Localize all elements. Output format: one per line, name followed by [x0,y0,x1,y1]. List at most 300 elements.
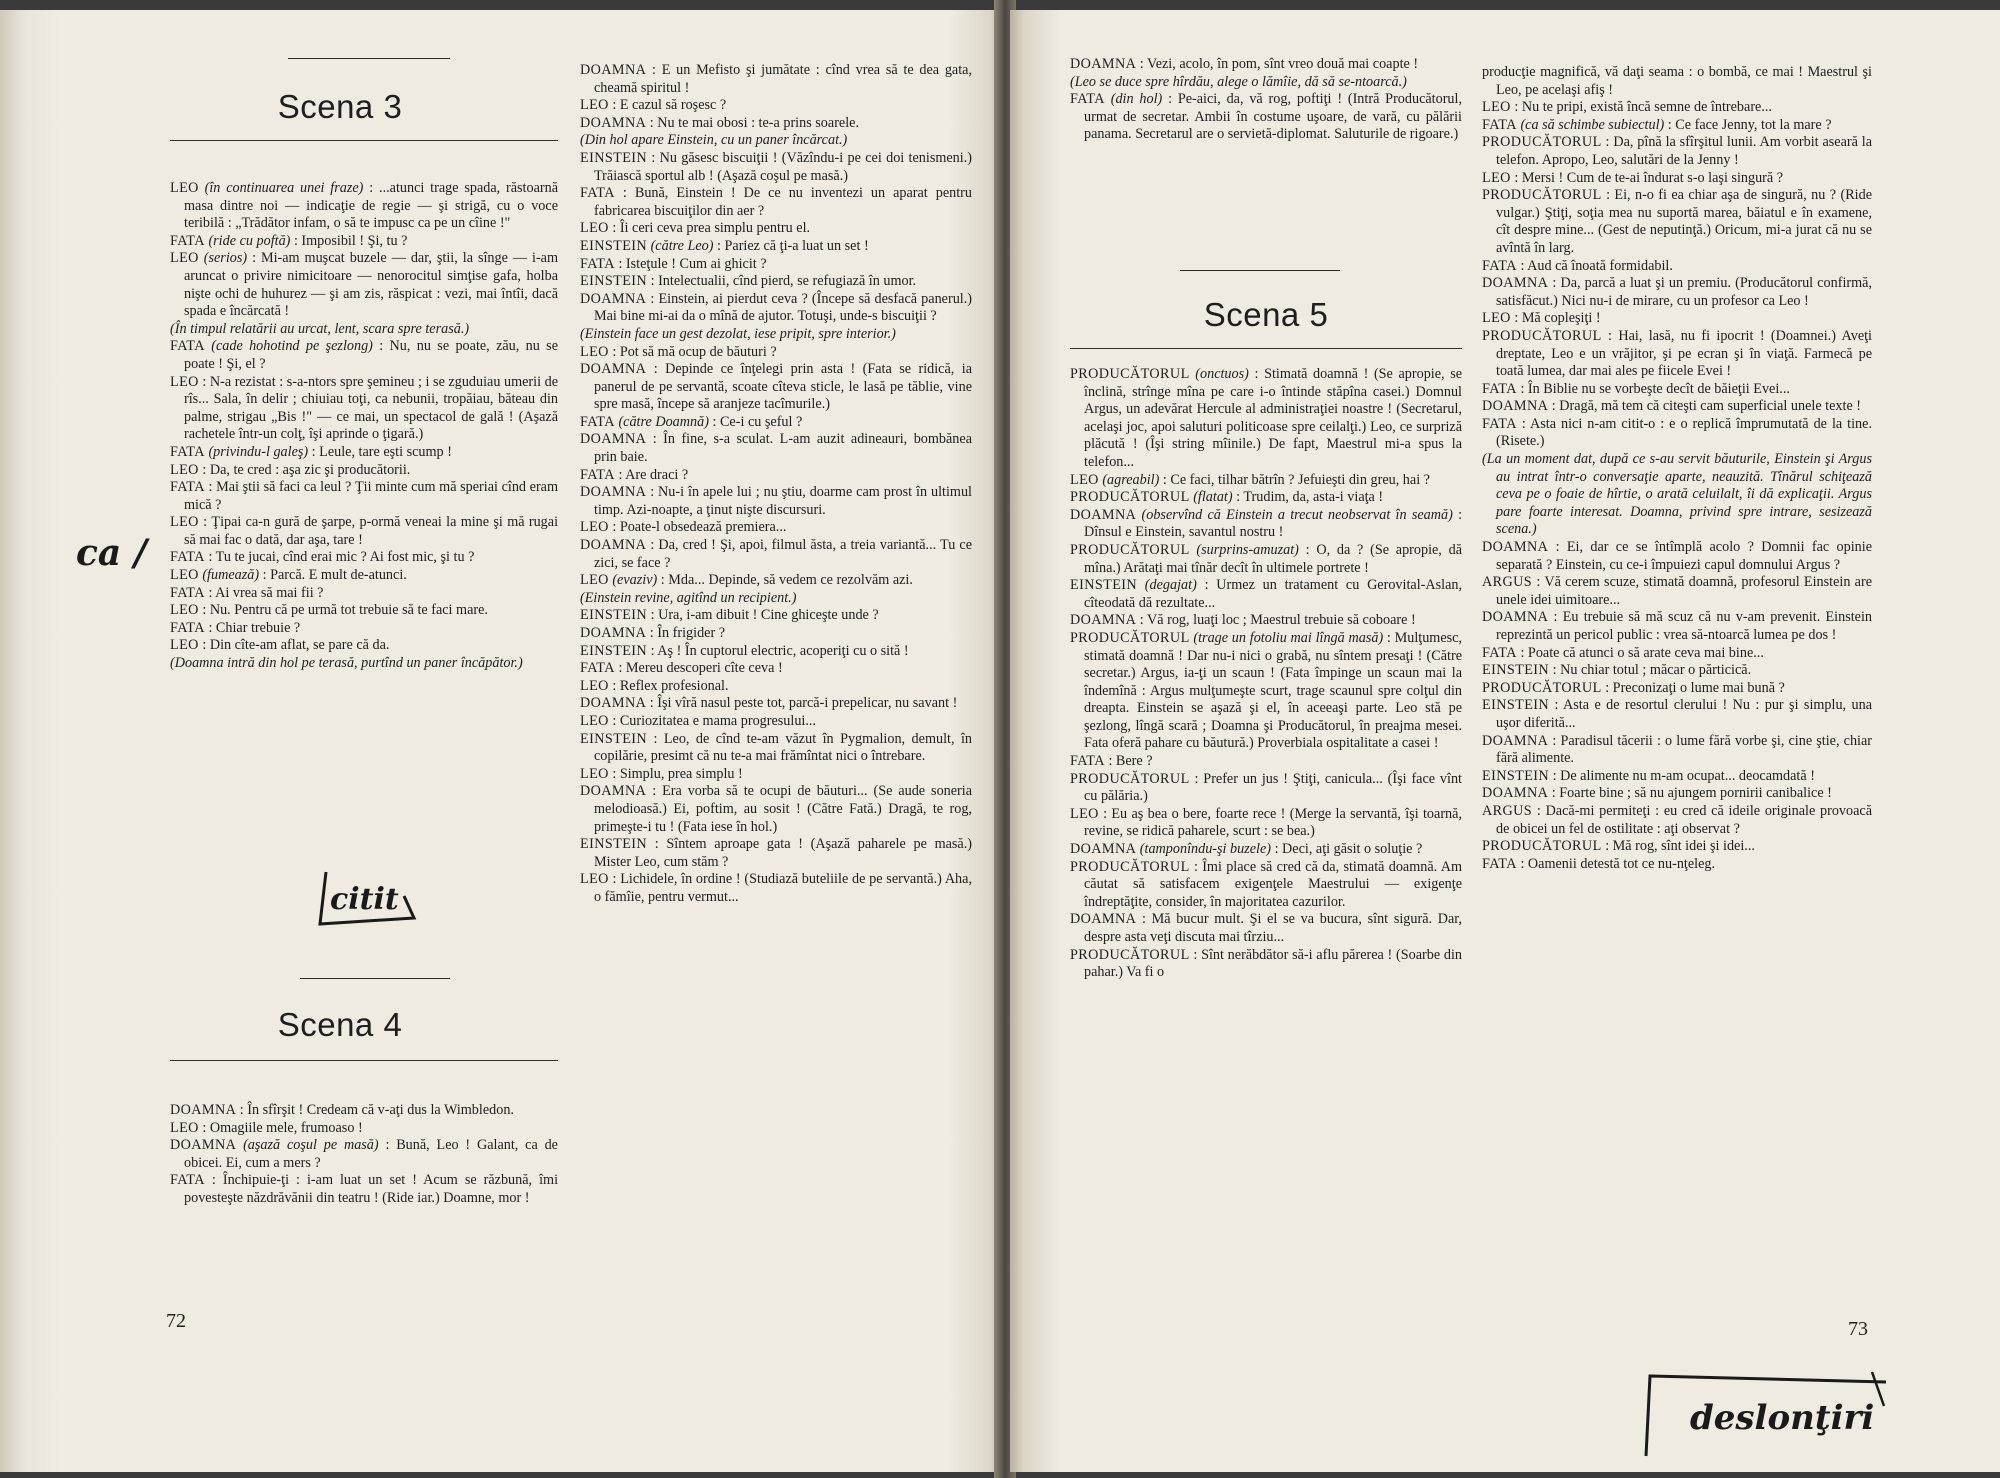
right-page-column-1-top [1070,56,1462,144]
dialogue-line [1482,275,1872,310]
line-text: : Bere ? [1108,753,1153,770]
dialogue-line [1482,645,1872,663]
line-text: : Omagiile mele, frumoaso ! [202,1119,363,1136]
line-text: : Mi-am muşcat buzele — dar, ştii, la sînge — i-am aruncat o privire nimicitoare — nenorocitul simţise gafa, holba nişte ochi de huhurez — şi am zis, răspicat : vezi, mai întîi, dacă spada e încărcată ! [184,250,559,320]
speaker-name: PRODUCĂTORUL [1482,838,1602,855]
dialogue-line [1070,56,1462,74]
line-text: : ...atunci trage spada, răstoarnă masa dintre noi — indicaţie de regie — şi strigă, cu o voce teribilă : „Trădător infam, o să te impusc ca pe un cîine !" [184,180,558,232]
inline-stage-note: (din hol) [1110,91,1163,108]
line-text: : O, da ? (Se apropie, dă mîna.) Arătaţi mai tînăr decît în ultimele portrete ! [1084,541,1463,576]
speaker-name: LEO [580,343,609,360]
line-text: : Nu te pripi, există încă semne de întrebare... [1514,99,1772,116]
inline-stage-note: (degajat) [1144,577,1197,594]
line-text: : Vă rog, luaţi loc ; Maestrul trebuie să coboare ! [1139,612,1416,629]
stage-direction: (În timpul relatării au urcat, lent, scara spre terasă.) [170,320,470,337]
line-text: : Vă cerem scuze, stimată doamnă, profesorul Einstein are unele idei uimitoare... [1496,574,1873,608]
dialogue-line [170,637,558,655]
speaker-name: FATA [170,338,205,355]
dialogue-line [1070,507,1462,542]
dialogue-line [580,678,972,696]
line-text: : Nu. Pentru că pe urmă tot trebuie să te faci mare. [202,602,488,619]
line-text: : Îmi place să cred că da, stimată doamnă. Am căutat să satisfacem exigenţele Maestrului — exigenţe îndreptăţite, consider, în majoritatea cazurilor. [1084,858,1463,910]
dialogue-line [580,643,972,661]
speaker-name: DOAMNA [580,290,647,307]
speaker-name: FATA [170,584,205,601]
speaker-name: FATA [1482,116,1517,133]
line-text: : Bună, Einstein ! De ce nu inventezi un aparat pentru fabricarea biscuiţilor din aer ? [594,185,972,219]
dialogue-line [580,625,972,643]
inline-stage-note: (în continuarea unei fraze) [204,180,364,196]
speaker-name: FATA [170,619,205,636]
speaker-name: LEO [170,602,199,619]
left-page-column-2 [580,62,972,907]
dialogue-line [580,713,972,731]
line-text: : Asta nici n-am citit-o : e o replică împrumutată de la tine. (Risete.) [1496,415,1872,450]
line-text: : Prefer un jus ! Ştiţi, canicula... (Îşi face vînt cu pălăria.) [1084,770,1462,805]
line-text: : Asta e de resortul clerului ! Nu : pur şi simplu, una uşor diferită... [1496,697,1873,731]
dialogue-line [580,731,972,766]
scene4-title: Scena 4 [277,1006,403,1043]
line-text: producţie magnifică, vă daţi seama : o bombă, ce mai ! Maestrul şi Leo, pe acelaşi afiş ! [1482,64,1872,98]
speaker-name: LEO [580,677,609,694]
speaker-name: DOAMNA [580,783,647,800]
speaker-name: PRODUCĂTORUL [1070,946,1190,963]
line-text: : Mereu descoperi cîte ceva ! [618,660,783,677]
dialogue-line [1070,91,1462,144]
line-text: : Îi ceri ceva prea simplu pentru el. [612,220,811,237]
line-text: : Hai, lasă, nu fi ipocrit ! (Doamnei.) Aveţi dreptate, Leo e un vrăjitor, şi pe ecran şi în viaţă. Farmecă pe toată lumea, dar mai ales pe fiicele Evei ! [1496,327,1873,380]
speaker-name: DOAMNA [1482,609,1549,626]
right-page-column-2 [1482,64,1872,873]
line-text: : Preconizaţi o lume mai bună ? [1605,679,1785,696]
speaker-name: DOAMNA [170,1137,237,1154]
line-text: : N-a rezistat : s-a-ntors spre şemineu ; i se zguduiau umerii de rîs... Sala, în delir ; chiuiau toţi, ca nebunii, tropăiau, băteau din palme, strigau „Bis !" — ce mai, un spectacol de gală ! (Aşază rachetele într-un colţ, îşi aprinde o ţigară.) [184,373,558,443]
speaker-name: EINSTEIN [580,730,648,747]
speaker-name: LEO [170,1119,199,1136]
line-text: : Oamenii detestă tot ce nu-nţeleg. [1520,855,1716,872]
speaker-name: PRODUCĂTORUL [1482,327,1602,344]
line-text: : Leo, de cînd te-am văzut în Pygmalion, demult, în copilărie, presimt că nu te-a mai frămîntat nici o întrebare. [594,730,972,765]
line-text: : Reflex profesional. [612,677,729,694]
inline-stage-note: (ride cu poftă) [208,232,291,249]
stage-direction: (Einstein face un gest dezolat, iese pripit, spre interior.) [580,325,896,342]
dialogue-line [1482,539,1872,574]
speaker-name: FATA [1482,380,1517,397]
line-text: : Mulţumesc, stimată doamnă ! Dar nu-i nici o grabă, nu sîntem presaţi ! (Către secretar.) Argus, ia-ţi un scaun ! (Fata împinge un scaun mai la îndemînă : Argus mulţumeşte scurt, trage scaunul spre colţul din dreapta. Einstein se aşază şi el, în aceeaşi parte. Leo stă pe şezlong, lîngă scară ; Doamna şi Producătorul, în preajma mesei. Fata oferă pahare cu băutură.) Proverbiala ospitalitate a casei ! [1084,629,1462,752]
speaker-name: LEO [580,712,609,729]
speaker-name: DOAMNA [580,62,647,78]
speaker-name: DOAMNA [1070,841,1137,858]
speaker-name: FATA [580,255,615,272]
line-text: : Da, te cred : aşa zic şi producătorii. [202,461,411,478]
speaker-name: EINSTEIN [580,237,648,254]
inline-stage-note: (privindu-l galeş) [208,443,309,460]
dialogue-line [1070,911,1462,946]
speaker-name: DOAMNA [1482,539,1549,556]
line-text: : Poate-l obsedează premiera... [612,519,787,536]
line-text: : Era vorba să te ocupi de băuturi... (Se aude soneria melodioasă.) Ei, poftim, au sosit ! (Către Fată.) Dragă, te rog, primeşte-i tu ! (Fata iese în hol.) [594,783,973,835]
dialogue-line [1070,542,1462,577]
inline-stage-note: (către Doamnă) [618,413,709,430]
dialogue-line [1070,577,1462,612]
line-text: : Îşi vîră nasul peste tot, parcă-i prepelicar, nu savant ! [649,695,958,712]
speaker-name: EINSTEIN [580,642,648,659]
line-text: : Ei, n-o fi ea chiar aşa de singură, nu ? (Ride vulgar.) Ştiţi, soţia mea nu suportă marea, băiatul e în examene, cît despre mine... (Gest de neputinţă.) Oricum, mi-a jurat că nu se avîntă în larg. [1496,187,1873,256]
speaker-name: FATA [580,413,615,430]
dialogue-line [1482,381,1872,399]
dialogue-line [170,250,558,320]
dialogue-line [580,431,972,466]
speaker-name: PRODUCĂTORUL [1070,858,1190,875]
speaker-name: FATA [580,466,615,483]
speaker-name: ARGUS [1482,802,1533,819]
speaker-name: LEO [580,97,609,114]
margin-note: ca / [76,532,147,574]
inline-stage-note: (trage un fotoliu mai lîngă masă) [1193,629,1384,646]
page-number-left: 72 [166,1310,186,1332]
line-text: : Imposibil ! Şi, tu ? [293,232,408,249]
dialogue-line [170,479,558,514]
speaker-name: FATA [1482,257,1517,274]
line-text: : Bună, Leo ! Galant, ca de obicei. Ei, cum a mers ? [184,1137,558,1171]
speaker-name: LEO [1482,169,1511,186]
dialogue-line [170,620,558,638]
dialogue-line [1070,947,1462,982]
line-text: : Nu-i în apele lui ; nu ştiu, doarme cam prost în ultimul timp. Azi-noapte, a ţinut nişte discursuri. [594,484,972,518]
line-text: : E un Mefisto şi jumătate : cînd vrea să te dea gata, cheamă spiritul ! [594,62,973,96]
dialogue-line [170,233,558,251]
inline-stage-note: (surprins-amuzat) [1196,541,1299,558]
stage-direction: (Einstein revine, agitînd un recipient.) [580,589,797,606]
inline-stage-note: (evaziv) [612,572,658,589]
line-text: : Eu aş bea o bere, foarte rece ! (Merge la servantă, îşi toarnă, revine, se ridică paharele, scurt : se bea.) [1084,805,1462,840]
speaker-name: FATA [1482,644,1517,661]
dialogue-line [580,220,972,238]
line-text: : Dînsul e Einstein, savantul nostru ! [1084,506,1463,541]
speaker-name: PRODUCĂTORUL [1482,134,1602,151]
speaker-name: DOAMNA [1070,56,1137,72]
speaker-name: DOAMNA [1070,612,1137,629]
speaker-name: LEO [1070,471,1099,488]
line-text: : Ce face Jenny, tot la mare ? [1667,116,1832,133]
line-text: : Nu găsesc biscuiţii ! (Văzîndu-i pe cei doi tenismeni.) Trăiască sportul alb ! (Aşază coşul pe masă.) [594,149,972,184]
speaker-name: LEO [1482,310,1511,327]
dialogue-line [1482,803,1872,838]
speaker-name: PRODUCĂTORUL [1070,629,1190,646]
speaker-name: EINSTEIN [1070,577,1138,594]
speaker-name: FATA [580,660,615,677]
speaker-name: EINSTEIN [1482,662,1550,679]
line-text: : Sîntem aproape gata ! (Aşază paharele pe masă.) Mister Leo, cum stăm ? [594,836,972,870]
line-text: : Da, cred ! Şi, apoi, filmul ăsta, a treia variantă... Tu ce zici, se face ? [594,537,973,571]
inline-stage-note: (cade hohotind pe şezlong) [211,338,373,355]
speaker-name: LEO [170,514,199,531]
dialogue-line [580,467,972,485]
line-text: : Vezi, acolo, în pom, sînt vreo două mai coapte ! [1139,56,1419,72]
line-text: : E cazul să roşesc ? [612,97,727,114]
speaker-name: PRODUCĂTORUL [1070,489,1190,506]
dialogue-line [170,462,558,480]
dialogue-line [580,871,972,906]
speaker-name: FATA [170,549,205,566]
inline-stage-note: (aşază coşul pe masă) [243,1137,379,1154]
dialogue-line [1482,680,1872,698]
line-text: : Pe-aici, da, vă rog, poftiţi ! (Intră Producătorul, urmat de secretar. Ambii în costume uşoare, de vară, cu pălării panama. Secretarul are o servietă-diplomat. Saluturile de rigoare.) [1084,91,1463,143]
speaker-name: EINSTEIN [1482,697,1550,714]
line-text: : Mă bucur mult. Şi el se va bucura, sînt sigură. Dar, despre asta veţi discuta mai tîrziu... [1084,911,1463,945]
speaker-name: DOAMNA [580,625,647,641]
speaker-name: LEO [170,567,199,584]
dialogue-line [580,519,972,537]
inline-stage-note: (flatat) [1193,489,1233,506]
dialogue-line [170,1137,558,1172]
speaker-name: PRODUCĂTORUL [1070,366,1190,382]
inline-stage-note: (către Leo) [650,237,714,254]
line-text: : Mai ştii să faci ca leul ? Ţii minte cum mă speriai cînd eram mică ? [184,479,559,513]
dialogue-line [580,660,972,678]
dialogue-line [1070,806,1462,841]
line-text: : Trudim, da, asta-i viaţa ! [1236,489,1384,506]
line-text: : Depinde ce înţelegi prin asta ! (Fata se ridică, ia panerul de pe servantă, scoate cîteva sticle, le lasă pe tăblie, vine spre masă, începe să aranjeze tacîmurile.) [594,361,972,413]
line-text: : Paradisul tăcerii : o lume fără vorbe şi, cine ştie, chiar fără alimente. [1496,732,1872,767]
stage-direction: (Doamna intră din hol pe terasă, purtînd un paner încăpător.) [170,655,523,672]
right-page [1010,10,2000,1472]
speaker-name: FATA [170,479,205,496]
inline-stage-note: (serios) [203,250,248,267]
scene3-top-rule [288,58,450,59]
dialogue-line [580,97,972,115]
dialogue-line [1482,838,1872,856]
line-text: : Isteţule ! Cum ai ghicit ? [618,255,767,272]
speaker-name: FATA [1070,753,1105,770]
line-text: : Deci, aţi găsit o soluţie ? [1274,841,1423,858]
line-text: : Urmez un tratament cu Gerovital-Aslan, cîteodată dă rezultate... [1084,577,1463,611]
speaker-name: DOAMNA [580,361,647,378]
dialogue-line [580,572,972,590]
speaker-name: LEO [1482,99,1511,116]
speaker-name: DOAMNA [580,431,647,448]
dialogue-line [1482,310,1872,328]
line-text: : Ei, dar ce se întîmplă acolo ? Domnii fac opinie separată ? Einstein, cu ce-i împuiezi capul domnului Argus ? [1496,539,1872,573]
line-text: : Mda... Depinde, să vedem ce rezolvăm azi. [660,572,913,589]
dialogue-line [580,62,972,97]
speaker-name: EINSTEIN [580,607,648,624]
dialogue-line [1070,630,1462,753]
speaker-name: FATA [170,443,205,460]
speaker-name: DOAMNA [1070,911,1137,928]
dialogue-line [1070,753,1462,771]
line-text: : Da, pînă la sfîrşitul lunii. Am vorbit aseară la telefon. Apropo, Leo, salutări de la Jenny ! [1496,134,1873,168]
dialogue-line [1070,612,1462,630]
deslontiri-stamp-text: deslonţiri [1690,1398,1875,1438]
dialogue-line [580,783,972,836]
speaker-name: EINSTEIN [1482,767,1550,784]
line-text: : În frigider ? [649,625,726,641]
dialogue-line [1482,187,1872,257]
speaker-name: LEO [1070,805,1099,822]
line-text: : Ce-i cu şeful ? [712,413,803,430]
speaker-name: DOAMNA [580,114,647,131]
dialogue-line [1482,733,1872,768]
dialogue-line [1482,64,1872,99]
line-text: : În Biblie nu se vorbeşte decît de băieţii Evei... [1520,380,1790,397]
line-text: : Poate că atunci o să arate ceva mai bine... [1520,644,1764,661]
line-text: : Din cîte-am aflat, se pare că da. [202,637,390,654]
dialogue-line [1070,859,1462,912]
dialogue-line [580,256,972,274]
dialogue-line [170,1120,558,1138]
line-text: : Intelectualii, cînd pierd, se refugiază în umor. [650,273,917,290]
line-text: : În fine, s-a sculat. L-am auzit adineauri, bombănea prin baie. [594,431,972,466]
speaker-name: EINSTEIN [580,149,648,166]
line-text: : Parcă. E mult de-atunci. [262,567,407,584]
speaker-name: FATA [580,185,615,202]
dialogue-line [580,361,972,414]
dialogue-line [1070,841,1462,859]
speaker-name: DOAMNA [580,484,647,501]
dialogue-line [580,484,972,519]
line-text: : Eu trebuie să mă scuz că nu v-am prevenit. Einstein reprezintă un pericol public : vrea să-ntoarcă lumea pe dos ! [1496,609,1872,643]
line-text: : Ai vrea să mai fii ? [208,584,324,601]
line-text: : Foarte bine ; să nu ajungem pornirii canibalice ! [1551,785,1832,802]
line-text: : Aud că înoată formidabil. [1520,257,1673,274]
dialogue-line [1482,170,1872,188]
speaker-name: DOAMNA [580,537,647,554]
line-text: : Mă rog, sînt idei şi idei... [1605,838,1755,855]
page-number-right: 73 [1848,1318,1868,1340]
dialogue-line [1482,328,1872,381]
dialogue-line [580,273,972,291]
speaker-name: LEO [170,180,199,196]
line-text: : Ce faci, tilhar bătrîn ? Jefuieşti din greu, hai ? [1162,471,1430,488]
line-text: : Are draci ? [618,466,689,483]
speaker-name: LEO [170,637,199,654]
speaker-name: LEO [580,765,609,782]
dialogue-line [1482,416,1872,451]
speaker-name: PRODUCĂTORUL [1482,679,1602,696]
dialogue-line [580,115,972,133]
dialogue-line [1070,366,1462,472]
line-text: : Nu, nu se poate, zău, nu se poate ! Şi, el ? [184,338,558,372]
speaker-name: FATA [170,232,205,249]
dialogue-line [1070,771,1462,806]
speaker-name: DOAMNA [170,1102,237,1118]
stage-direction: (Din hol apare Einstein, cu un paner încărcat.) [580,132,848,149]
line-text: : Nu chiar totul ; măcar o părticică. [1552,662,1752,679]
stage-direction: (Leo se duce spre hîrdău, alege o lămîie, dă să se-ntoarcă.) [1070,73,1407,90]
dialogue-line [170,567,558,585]
scene3-bottom-rule [170,140,558,141]
line-text: : Nu te mai obosi : te-a prins soarele. [649,114,860,131]
dialogue-line [580,537,972,572]
speaker-name: DOAMNA [1482,275,1549,292]
dialogue-line [580,607,972,625]
dialogue-line [580,291,972,326]
line-text: : Pariez că ţi-a luat un set ! [717,237,869,254]
line-text: : Curiozitatea e mama progresului... [612,712,817,729]
dialogue-line [1070,472,1462,490]
line-text: : Dragă, mă tem că citeşti cam superficial unele texte ! [1551,398,1862,415]
dialogue-line [1482,574,1872,609]
speaker-name: PRODUCĂTORUL [1070,541,1190,558]
line-text: : Chiar trebuie ? [208,619,301,636]
line-text: : Stimată doamnă ! (Se apropie, se înclină, strînge mîna pe care i-o întinde stăpîna casei.) Domnul Argus, un adevărat Hercule al administraţiei noastre ! (Secretarul, acelaşi joc, apoi saluturi politicoase spre ceilalţi.) Leo, ce surpriză plăcută ! (Îşi string mîinile.) De fapt, Maestrul mi-a spus la telefon... [1084,366,1463,470]
dialogue-line [170,1172,558,1207]
citit-stamp-text: citit [330,882,399,917]
dialogue-line [1482,99,1872,117]
scene3-text [170,180,558,673]
line-text: : Dacă-mi permiteţi : eu cred că ideile originale provoacă de obicei un fel de ostilitate : aţi observat ? [1496,802,1872,837]
dialogue-line [170,1102,558,1120]
line-text: : Da, parcă a luat şi un premiu. (Producătorul confirmă, satisfăcut.) Nici nu-i de mirare, cu un profesor ca Leo ! [1496,275,1873,309]
speaker-name: DOAMNA [580,695,647,712]
dialogue-line [580,150,972,185]
dialogue-line [170,374,558,444]
scene3-title: Scena 3 [277,88,403,125]
speaker-name: DOAMNA [1070,506,1137,523]
dialogue-line [170,180,558,233]
speaker-name: LEO [580,572,609,589]
scene4-top-rule [300,978,450,979]
line-text: : Mă copleşiţi ! [1514,310,1601,327]
inline-stage-note: (fumează) [202,567,260,584]
speaker-name: DOAMNA [1482,732,1549,749]
line-text: : Lichidele, în ordine ! (Studiază buteliile de pe servantă.) Aha, o fămîie, pentru vermut... [594,871,972,905]
inline-stage-note: (onctuos) [1195,366,1249,382]
line-text: : Ura, i-am dibuit ! Cine ghiceşte unde ? [650,607,879,624]
dialogue-line [1482,856,1872,874]
line-text: : Mersi ! Cum de te-ai îndurat s-o laşi singură ? [1514,169,1784,186]
stage-direction: (La un moment dat, după ce s-au servit băuturile, Einstein şi Argus au intrat într-o conversaţie aparte, neauzită. Tînărul schiţează ceva pe o foaie de hîrtie, o arată celuilalt, îi dă explicaţii. Argus pare foarte interesat. Doamna, privind spre intrare, sesizează scena.) [1482,451,1872,538]
scene5-bottom-rule [1070,348,1462,349]
dialogue-line [580,695,972,713]
inline-stage-note: (tamponîndu-şi buzele) [1139,841,1272,858]
dialogue-line [1482,697,1872,732]
dialogue-line [1070,489,1462,507]
line-text: : Tu te jucai, cînd erai mic ? Ai fost mic, şi tu ? [208,549,475,566]
inline-stage-note: (observînd că Einstein a trecut neobservat în seamă) [1141,506,1453,523]
line-text: : Închipuie-ţi : i-am luat un set ! Acum se răzbună, îmi povesteşte năzdrăvănii din teatru ! (Ride iar.) Doamne, mor ! [184,1172,559,1206]
speaker-name: ARGUS [1482,574,1533,591]
scene5-top-rule [1180,270,1340,271]
citit-stamp [318,878,416,930]
line-text: : Leule, tare eşti scump ! [311,443,452,460]
speaker-name: LEO [580,519,609,536]
speaker-name: EINSTEIN [580,836,648,853]
dialogue-line [580,185,972,220]
dialogue-line [580,344,972,362]
dialogue-line [580,238,972,256]
dialogue-line [170,514,558,549]
dialogue-line [580,414,972,432]
inline-stage-note: (agreabil) [1102,471,1160,488]
speaker-name: LEO [170,461,199,478]
dialogue-line [170,602,558,620]
dialogue-line [1482,785,1872,803]
dialogue-line [1482,134,1872,169]
line-text: : Aş ! În cuptorul electric, acoperiţi cu o sită ! [650,642,909,659]
dialogue-line [170,444,558,462]
dialogue-line [1482,662,1872,680]
speaker-name: PRODUCĂTORUL [1482,187,1602,204]
line-text: : Einstein, ai pierdut ceva ? (Începe să desfacă panerul.) Mai bine mi-ai da o mînă de ajutor. Totuşi, unde-s biscuiţii ? [594,290,972,325]
scene5-title: Scena 5 [1203,296,1329,333]
speaker-name: LEO [170,250,199,267]
dialogue-line [170,338,558,373]
speaker-name: PRODUCĂTORUL [1070,770,1190,787]
deslontiri-stamp [1640,1376,1940,1460]
scene4-text [170,1102,558,1208]
